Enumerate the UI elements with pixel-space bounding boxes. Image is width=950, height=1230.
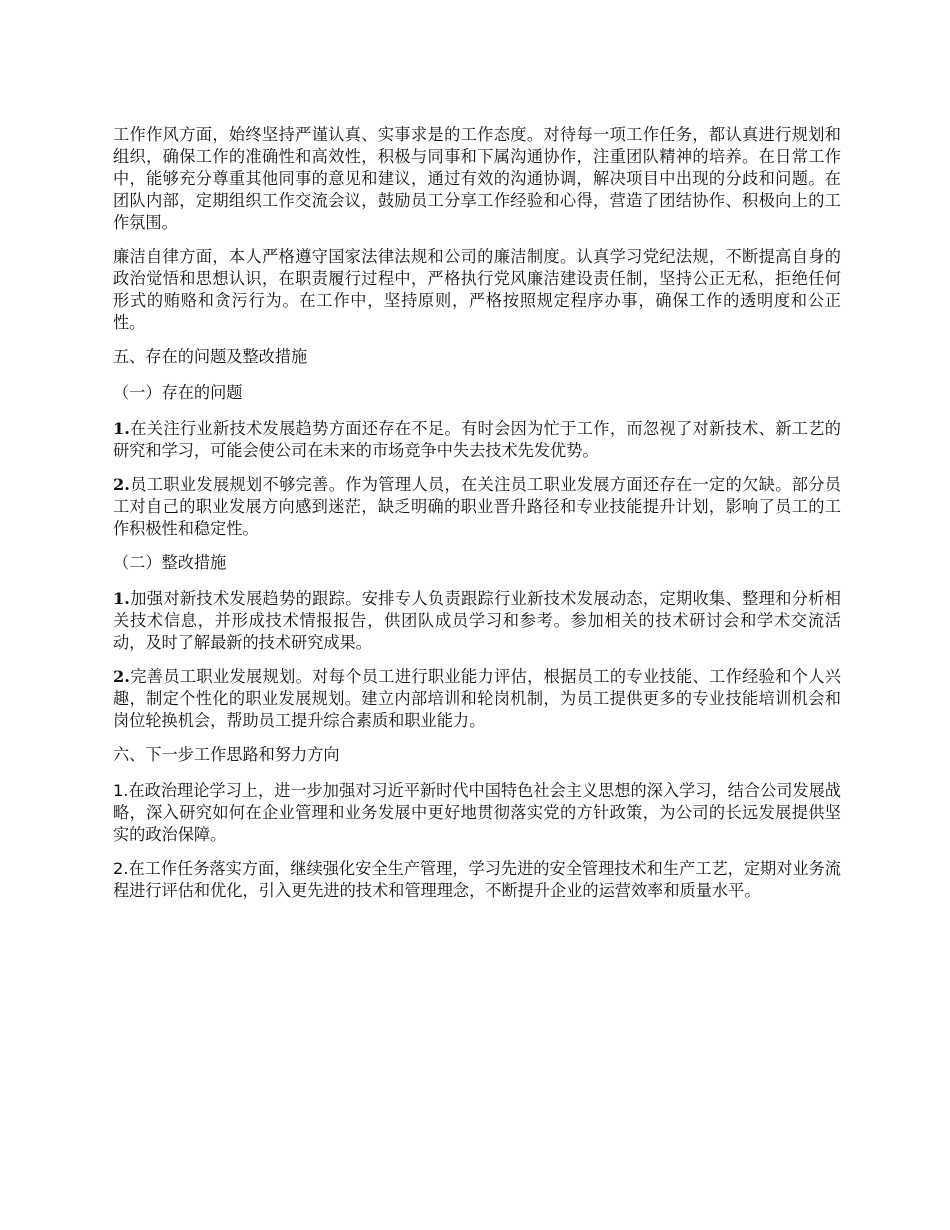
fix-item-1	[113, 588, 841, 654]
subheading-rectification: （二）整改措施	[113, 553, 227, 572]
issue-item-1-text: 在关注行业新技术发展趋势方面还存在不足。有时会因为忙于工作，而忽视了对新技术、新工艺的研究和学习，可能会使公司在未来的市场竞争中失去技术先发优势。	[113, 419, 841, 460]
fix-item-2-text: 完善员工职业发展规划。对每个员工进行职业能力评估，根据员工的专业技能、工作经验和个人兴趣，制定个性化的职业发展规划。建立内部培训和轮岗机制，为员工提供更多的专业技能培训机会和岗位轮换机会，帮助员工提升综合素质和职业能力。	[113, 667, 841, 730]
fix-item-1-text: 加强对新技术发展趋势的跟踪。安排专人负责跟踪行业新技术发展动态，定期收集、整理和分析相关技术信息，并形成技术情报报告，供团队成员学习和参考。参加相关的技术研讨会和学术交流活动，及时了解最新的技术研究成果。	[113, 589, 841, 652]
issue-item-2-number: 2.	[113, 475, 130, 494]
issue-item-1	[113, 418, 841, 462]
paragraph-work-style: 工作作风方面，始终坚持严谨认真、实事求是的工作态度。对待每一项工作任务，都认真进行规划和组织，确保工作的准确性和高效性，积极与同事和下属沟通协作，注重团队精神的培养。在日常工作中，能够充分尊重其他同事的意见和建议，通过有效的沟通协调，解决项目中出现的分歧和问题。在团队内部，定期组织工作交流会议，鼓励员工分享工作经验和心得，营造了团结协作、积极向上的工作氛围。	[113, 125, 841, 232]
issue-item-2-text: 员工职业发展规划不够完善。作为管理人员，在关注员工职业发展方面还存在一定的欠缺。部分员工对自己的职业发展方向感到迷茫，缺乏明确的职业晋升路径和专业技能提升计划，影响了员工的工作积极性和稳定性。	[113, 475, 841, 538]
subheading-existing-problems: （一）存在的问题	[113, 383, 243, 402]
section-heading-next-steps: 六、下一步工作思路和努力方向	[113, 745, 340, 764]
paragraph-integrity: 廉洁自律方面，本人严格遵守国家法律法规和公司的廉洁制度。认真学习党纪法规，不断提高自身的政治觉悟和思想认识，在职责履行过程中，严格执行党风廉洁建设责任制，坚持公正无私，拒绝任何形式的贿赂和贪污行为。在工作中，坚持原则，严格按照规定程序办事，确保工作的透明度和公正性。	[113, 247, 841, 332]
fix-item-1-number: 1.	[113, 589, 130, 608]
fix-item-2	[113, 666, 841, 732]
plan-item-1: 1.在政治理论学习上，进一步加强对习近平新时代中国特色社会主义思想的深入学习，结合公司发展战略，深入研究如何在企业管理和业务发展中更好地贯彻落实党的方针政策，为公司的长远发展提供坚实的政治保障。	[113, 781, 841, 844]
section-heading-problems: 五、存在的问题及整改措施	[113, 347, 308, 366]
issue-item-1-number: 1.	[113, 419, 130, 438]
issue-item-2	[113, 474, 841, 540]
document-body	[113, 124, 841, 914]
fix-item-2-number: 2.	[113, 667, 130, 686]
plan-item-2: 2.在工作任务落实方面，继续强化安全生产管理，学习先进的安全管理技术和生产工艺，定期对业务流程进行评估和优化，引入更先进的技术和管理理念，不断提升企业的运营效率和质量水平。	[113, 859, 841, 900]
